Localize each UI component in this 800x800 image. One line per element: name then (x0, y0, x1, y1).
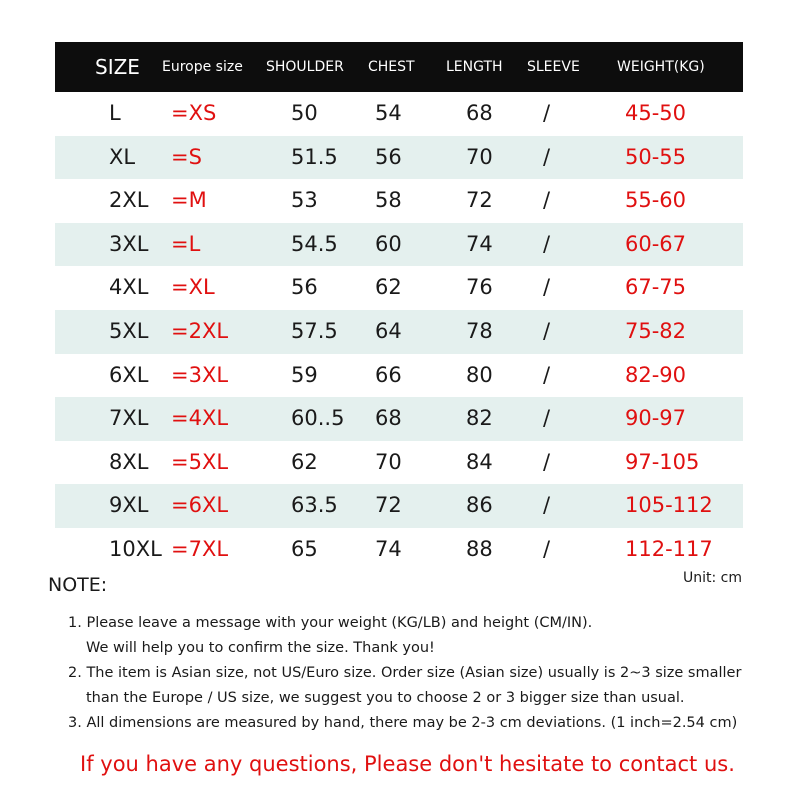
shoulder-cell: 59 (291, 362, 318, 387)
weight-cell: 45-50 (625, 101, 687, 125)
europe-size-cell: =XS (171, 101, 217, 125)
europe-size-cell: =L (171, 231, 201, 256)
europe-size-cell: =6XL (171, 493, 229, 518)
chest-cell: 62 (375, 275, 402, 300)
chest-cell: 64 (375, 318, 402, 343)
note-line: 2. The item is Asian size, not US/Euro size. Order size (Asian size) usually is 2~3 size smaller (68, 665, 742, 681)
header-sleeve: SLEEVE (527, 59, 580, 75)
size-cell: 7XL (109, 406, 149, 431)
europe-size-cell: =M (171, 188, 207, 213)
header-size: SIZE (95, 55, 140, 79)
table-row (55, 223, 743, 267)
table-row (55, 397, 743, 441)
size-cell: XL (109, 144, 136, 169)
length-cell: 84 (466, 449, 493, 474)
europe-size-cell: =7XL (171, 536, 229, 561)
europe-size-cell: =4XL (171, 406, 229, 431)
unit-label: Unit: cm (683, 570, 743, 586)
notes-list (68, 611, 741, 736)
weight-cell: 50-55 (625, 144, 687, 169)
size-cell: 10XL (109, 536, 162, 561)
shoulder-cell: 53 (291, 188, 318, 213)
length-cell: 86 (466, 493, 493, 518)
chest-cell: 74 (375, 536, 402, 561)
sleeve-cell: / (543, 362, 551, 387)
europe-size-cell: =S (171, 144, 202, 169)
sleeve-cell: / (543, 536, 551, 561)
weight-cell: 90-97 (625, 406, 687, 431)
size-cell: 8XL (109, 449, 149, 474)
shoulder-cell: 63.5 (291, 493, 338, 518)
europe-size-cell: =2XL (171, 318, 229, 343)
shoulder-cell: 60..5 (291, 406, 345, 431)
length-cell: 70 (466, 144, 493, 169)
length-cell: 74 (466, 231, 493, 256)
chest-cell: 58 (375, 188, 402, 213)
header-weight: WEIGHT(KG) (617, 59, 705, 75)
length-cell: 76 (466, 275, 493, 300)
chest-cell: 60 (375, 231, 402, 256)
table-row (55, 266, 743, 310)
chest-cell: 54 (375, 101, 402, 125)
size-cell: L (109, 101, 121, 125)
shoulder-cell: 50 (291, 101, 318, 125)
size-cell: 3XL (109, 231, 149, 256)
header-length: LENGTH (446, 59, 503, 75)
table-row (55, 528, 743, 572)
weight-cell: 97-105 (625, 449, 700, 474)
weight-cell: 82-90 (625, 362, 687, 387)
size-chart-table (55, 42, 743, 572)
contact-message: If you have any questions, Please don't hesitate to contact us. (80, 752, 735, 776)
length-cell: 80 (466, 362, 493, 387)
europe-size-cell: =XL (171, 275, 215, 300)
size-cell: 4XL (109, 275, 149, 300)
chest-cell: 56 (375, 144, 402, 169)
sleeve-cell: / (543, 275, 551, 300)
sleeve-cell: / (543, 493, 551, 518)
sleeve-cell: / (543, 406, 551, 431)
table-row (55, 179, 743, 223)
note-line: than the Europe / US size, we suggest you to choose 2 or 3 bigger size than usual. (86, 690, 685, 706)
table-row (55, 354, 743, 398)
header-chest: CHEST (368, 59, 415, 75)
shoulder-cell: 54.5 (291, 231, 338, 256)
sleeve-cell: / (543, 144, 551, 169)
weight-cell: 55-60 (625, 188, 687, 213)
table-row (55, 310, 743, 354)
shoulder-cell: 65 (291, 536, 318, 561)
note-line: 1. Please leave a message with your weight (KG/LB) and height (CM/IN). (68, 615, 593, 631)
size-cell: 5XL (109, 318, 149, 343)
weight-cell: 105-112 (625, 493, 713, 518)
table-row (55, 484, 743, 528)
table-header (55, 42, 743, 92)
shoulder-cell: 57.5 (291, 318, 338, 343)
header-shoulder: SHOULDER (266, 59, 344, 75)
weight-cell: 112-117 (625, 536, 713, 561)
size-cell: 2XL (109, 188, 149, 213)
sleeve-cell: / (543, 101, 551, 125)
length-cell: 88 (466, 536, 493, 561)
shoulder-cell: 62 (291, 449, 318, 474)
weight-cell: 75-82 (625, 318, 687, 343)
size-cell: 6XL (109, 362, 149, 387)
sleeve-cell: / (543, 188, 551, 213)
length-cell: 68 (466, 101, 493, 125)
length-cell: 78 (466, 318, 493, 343)
size-cell: 9XL (109, 493, 149, 518)
note-line: 3. All dimensions are measured by hand, there may be 2-3 cm deviations. (1 inch=2.54 cm) (68, 715, 738, 731)
table-row (55, 441, 743, 485)
table-row (55, 136, 743, 180)
sleeve-cell: / (543, 449, 551, 474)
shoulder-cell: 51.5 (291, 144, 338, 169)
header-europe-size: Europe size (162, 59, 243, 75)
sleeve-cell: / (543, 231, 551, 256)
chest-cell: 72 (375, 493, 402, 518)
europe-size-cell: =5XL (171, 449, 229, 474)
length-cell: 82 (466, 406, 493, 431)
length-cell: 72 (466, 188, 493, 213)
sleeve-cell: / (543, 318, 551, 343)
chest-cell: 70 (375, 449, 402, 474)
weight-cell: 60-67 (625, 231, 687, 256)
table-row (55, 92, 743, 136)
chest-cell: 66 (375, 362, 402, 387)
chest-cell: 68 (375, 406, 402, 431)
note-line: We will help you to confirm the size. Thank you! (86, 640, 435, 656)
weight-cell: 67-75 (625, 275, 687, 300)
europe-size-cell: =3XL (171, 362, 229, 387)
note-title: NOTE: (48, 574, 108, 596)
shoulder-cell: 56 (291, 275, 318, 300)
